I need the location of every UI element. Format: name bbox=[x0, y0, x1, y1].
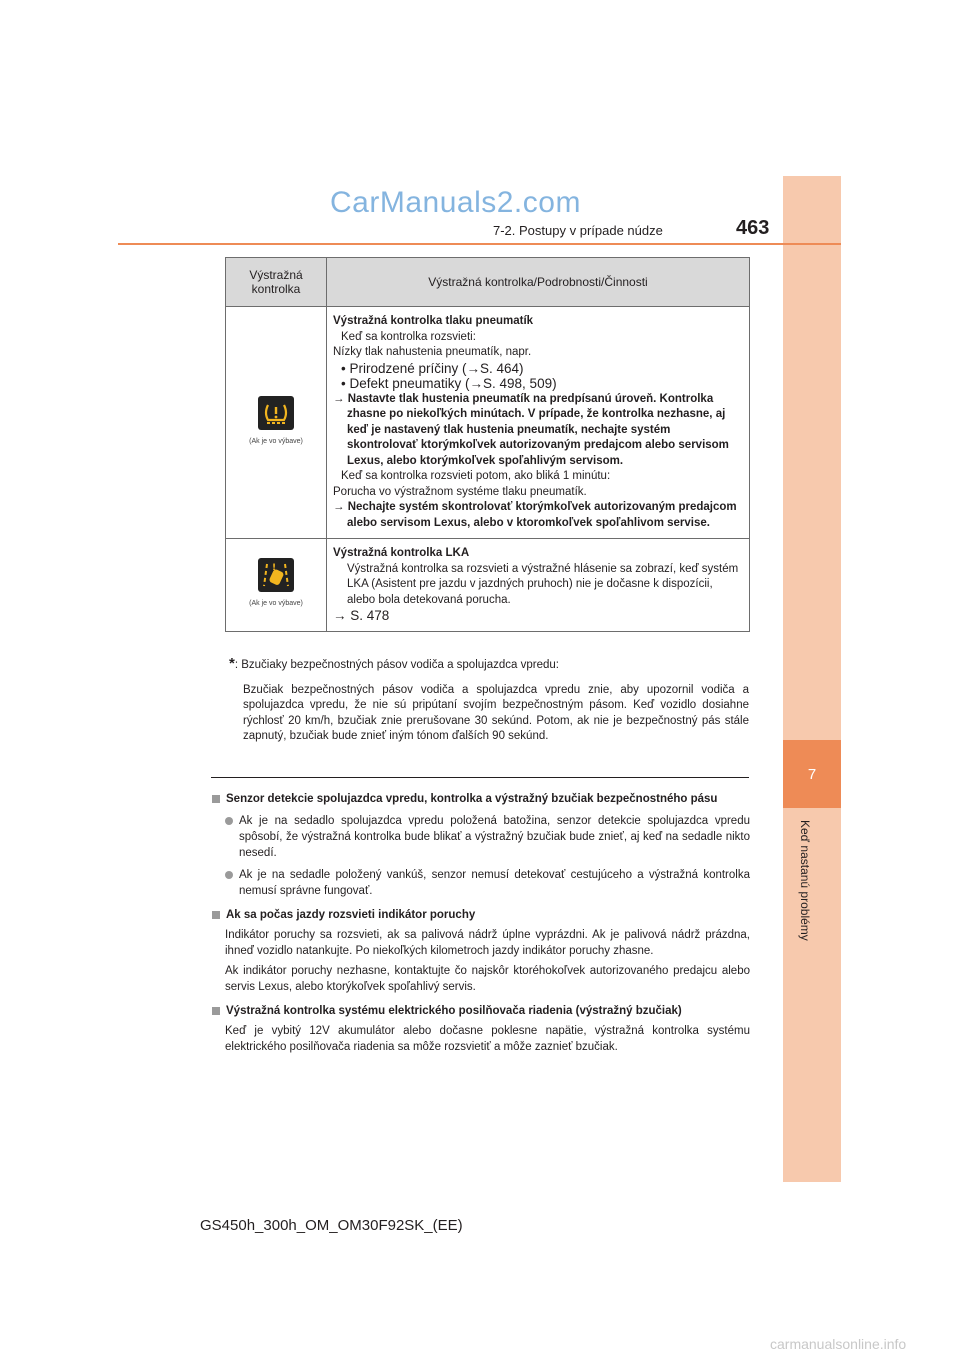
paragraph: Ak indikátor poruchy nezhasne, kontaktujte čo najskôr ktoréhokoľvek autorizovaného predajcu alebo servis Lexus, alebo ktorýkoľvek spoľahlivý servis. bbox=[225, 965, 750, 993]
page-reference[interactable]: → S. 478 bbox=[333, 608, 390, 623]
detail-line: • Defekt pneumatiky (→S. 498, 509) bbox=[341, 376, 557, 391]
details-cell bbox=[327, 307, 750, 539]
page-number: 463 bbox=[736, 217, 770, 239]
action-line: → Nechajte systém skontrolovať ktorýmkoľvek autorizovaným predajcom alebo servisom Lexus, alebo v ktoromkoľvek spoľahlivom servise. bbox=[333, 501, 737, 529]
footnote-title-line bbox=[229, 656, 749, 674]
watermark-top[interactable]: CarManuals2.com bbox=[330, 186, 581, 219]
table-header-row bbox=[226, 258, 750, 307]
detail-line: • Prirodzené príčiny (→S. 464) bbox=[341, 360, 524, 376]
detail-line: Keď sa kontrolka rozsvieti potom, ako bliká 1 minútu: bbox=[341, 470, 611, 482]
footnote bbox=[229, 656, 749, 745]
chapter-number: 7 bbox=[807, 766, 817, 783]
square-bullet-icon bbox=[212, 795, 220, 803]
tire-pressure-warning-icon bbox=[258, 396, 294, 430]
list-item: Ak je na sedadlo spolujazdca vpredu položená batožina, senzor detekcie spolujazdca vpredu spôsobí, že výstražná kontrolka bude blikať a výstražný bzučiak bude znieť, aj keď na sedadle nikto nesedí. bbox=[212, 813, 750, 861]
details-cell bbox=[327, 539, 750, 632]
footnote-title: : Bzučiaky bezpečnostných pásov vodiča a spolujazdca vpredu: bbox=[234, 659, 559, 671]
lamp-cell bbox=[226, 539, 327, 632]
equipment-note: (Ak je vo výbave) bbox=[249, 600, 303, 607]
separator-rule bbox=[211, 777, 749, 778]
equipment-note: (Ak je vo výbave) bbox=[249, 437, 303, 445]
detail-line: Výstražná kontrolka sa rozsvieti a výstražné hlásenie sa zobrazí, keď systém LKA (Asistent pre jazdu v jazdných pruhoch) nie je dočasne k dispozícii, alebo bola detekovaná porucha. bbox=[347, 562, 739, 606]
col-header-details: Výstražná kontrolka/Podrobnosti/Činnosti bbox=[327, 258, 750, 307]
detail-line: Porucha vo výstražnom systéme tlaku pneumatík. bbox=[333, 485, 587, 498]
square-bullet-icon bbox=[212, 911, 220, 919]
document-code: GS450h_300h_OM_OM30F92SK_(EE) bbox=[200, 1217, 463, 1234]
footnote-mark: * bbox=[229, 655, 235, 672]
side-tab-strip bbox=[783, 176, 841, 1182]
header-rule bbox=[118, 243, 841, 245]
action-line: → Nastavte tlak hustenia pneumatík na predpísanú úroveň. Kontrolka zhasne po niekoľkých minútach. V prípade, že kontrolka nezhasne, aj keď je nastavený tlak hustenia pneumatík, nechajte systém skontrolovať ktorýmkoľvek autorizovaným predajcom alebo servisom Lexus, alebo ktorýmkoľvek spoľahlivým servisom. bbox=[333, 392, 729, 467]
square-bullet-icon bbox=[212, 1007, 220, 1015]
section-heading: Senzor detekcie spolujazdca vpredu, kontrolka a výstražný bzučiak bezpečnostného pásu bbox=[212, 791, 750, 807]
round-bullet-icon bbox=[225, 871, 233, 879]
section-heading: Ak sa počas jazdy rozsvieti indikátor poruchy bbox=[212, 907, 750, 923]
table-row bbox=[226, 539, 750, 632]
lamp-cell bbox=[226, 307, 327, 539]
round-bullet-icon bbox=[225, 817, 233, 825]
row-title: Výstražná kontrolka LKA bbox=[333, 547, 470, 559]
notes-body bbox=[212, 787, 750, 1055]
warning-lamp-table bbox=[225, 257, 750, 632]
row-title: Výstražná kontrolka tlaku pneumatík bbox=[333, 315, 534, 327]
paragraph: Keď je vybitý 12V akumulátor alebo dočasne poklesne napätie, výstražná kontrolka systému elektrického posilňovača riadenia sa môže rozsvietiť a môže zaznieť bzučiak. bbox=[225, 1025, 750, 1053]
footnote-body: Bzučiak bezpečnostných pásov vodiča a spolujazdca vpredu znie, aby upozornil vodiča a spolujazdca vpredu, že nie sú pripútaní svojím bezpečnostným pásom. Keď vozidlo dosiahne rýchlosť 20 km/h, bzučiak znie prerušovane 30 sekúnd. Potom, ak nie je bezpečnostný pás stále zapnutý, bzučiak bude znieť iným tónom ďalších 90 sekúnd. bbox=[243, 683, 749, 742]
section-heading: Výstražná kontrolka systému elektrického posilňovača riadenia (výstražný bzučiak) bbox=[212, 1003, 750, 1019]
detail-line: Keď sa kontrolka rozsvieti: bbox=[341, 330, 476, 343]
svg-text:!: ! bbox=[272, 563, 277, 573]
paragraph: Indikátor poruchy sa rozsvieti, ak sa palivová nádrž úplne vyprázdni. Ak je palivová nádrž prázdna, ihneď vozidlo natankujte. Po niekoľkých kilometroch jazdy indikátor poruchy zhasne. bbox=[225, 929, 750, 957]
list-item: Ak je na sedadle položený vankúš, senzor nemusí detekovať cestujúceho a výstražná kontrolka nemusí správne fungovať. bbox=[212, 867, 750, 899]
watermark-bottom[interactable]: carmanualsonline.info bbox=[770, 1336, 907, 1352]
col-header-lamp: Výstražná kontrolka bbox=[226, 258, 327, 307]
table-row bbox=[226, 307, 750, 539]
lka-warning-icon bbox=[258, 558, 294, 592]
chapter-title: Keď nastanú problémy bbox=[798, 820, 812, 941]
section-title: 7-2. Postupy v prípade núdze bbox=[493, 223, 663, 238]
detail-line: Nízky tlak nahustenia pneumatík, napr. bbox=[333, 346, 532, 358]
